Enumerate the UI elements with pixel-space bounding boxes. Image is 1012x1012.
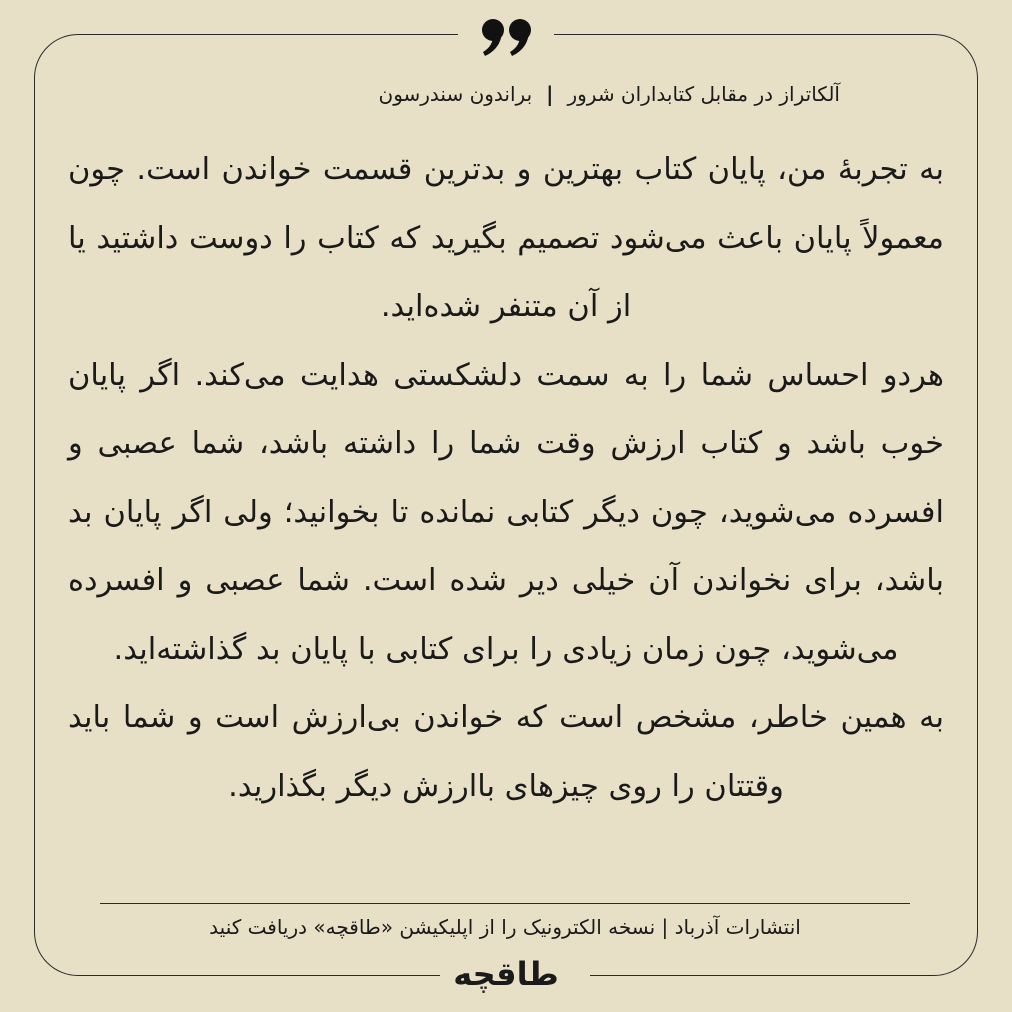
quote-text [68, 136, 944, 821]
source-separator: | [546, 82, 554, 106]
taaghche-logo: طاقچه [453, 955, 559, 993]
author-name: براندون سندرسون [378, 82, 533, 106]
footer-divider [100, 903, 910, 904]
quote-paragraph-2: هردو احساس شما را به سمت دلشکستی هدایت می‌کند. اگر پایان خوب باشد و کتاب ارزش وقت شما را داشته باشد، شما عصبی و افسرده می‌شوید، چون دیگر کتابی نمانده تا بخوانید؛ ولی اگر پایان بد باشد، برای نخواندن آن خیلی دیر شده است. شما عصبی و افسرده می‌شوید، چون زمان زیادی را برای کتابی با پایان بد گذاشته‌اید. [68, 357, 944, 667]
book-title: آلکاتراز در مقابل کتابداران شرور [567, 82, 840, 106]
source-line [180, 80, 840, 108]
quote-paragraph-1: به تجربهٔ من، پایان کتاب بهترین و بدترین قسمت خواندن است. چون معمولاً پایان باعث می‌شود تصمیم بگیرید که کتاب را دوست داشتید یا از آن متنفر شده‌اید. [68, 152, 944, 324]
quote-icon [480, 18, 534, 58]
quote-paragraph-3: به همین خاطر، مشخص است که خواندن بی‌ارزش است و شما باید وقتتان را روی چیزهای باارزش دیگر بگذارید. [68, 700, 944, 804]
footer-credit: انتشارات آذرباد | نسخه الکترونیک را از اپلیکیشن «طاقچه» دریافت کنید [209, 915, 801, 939]
